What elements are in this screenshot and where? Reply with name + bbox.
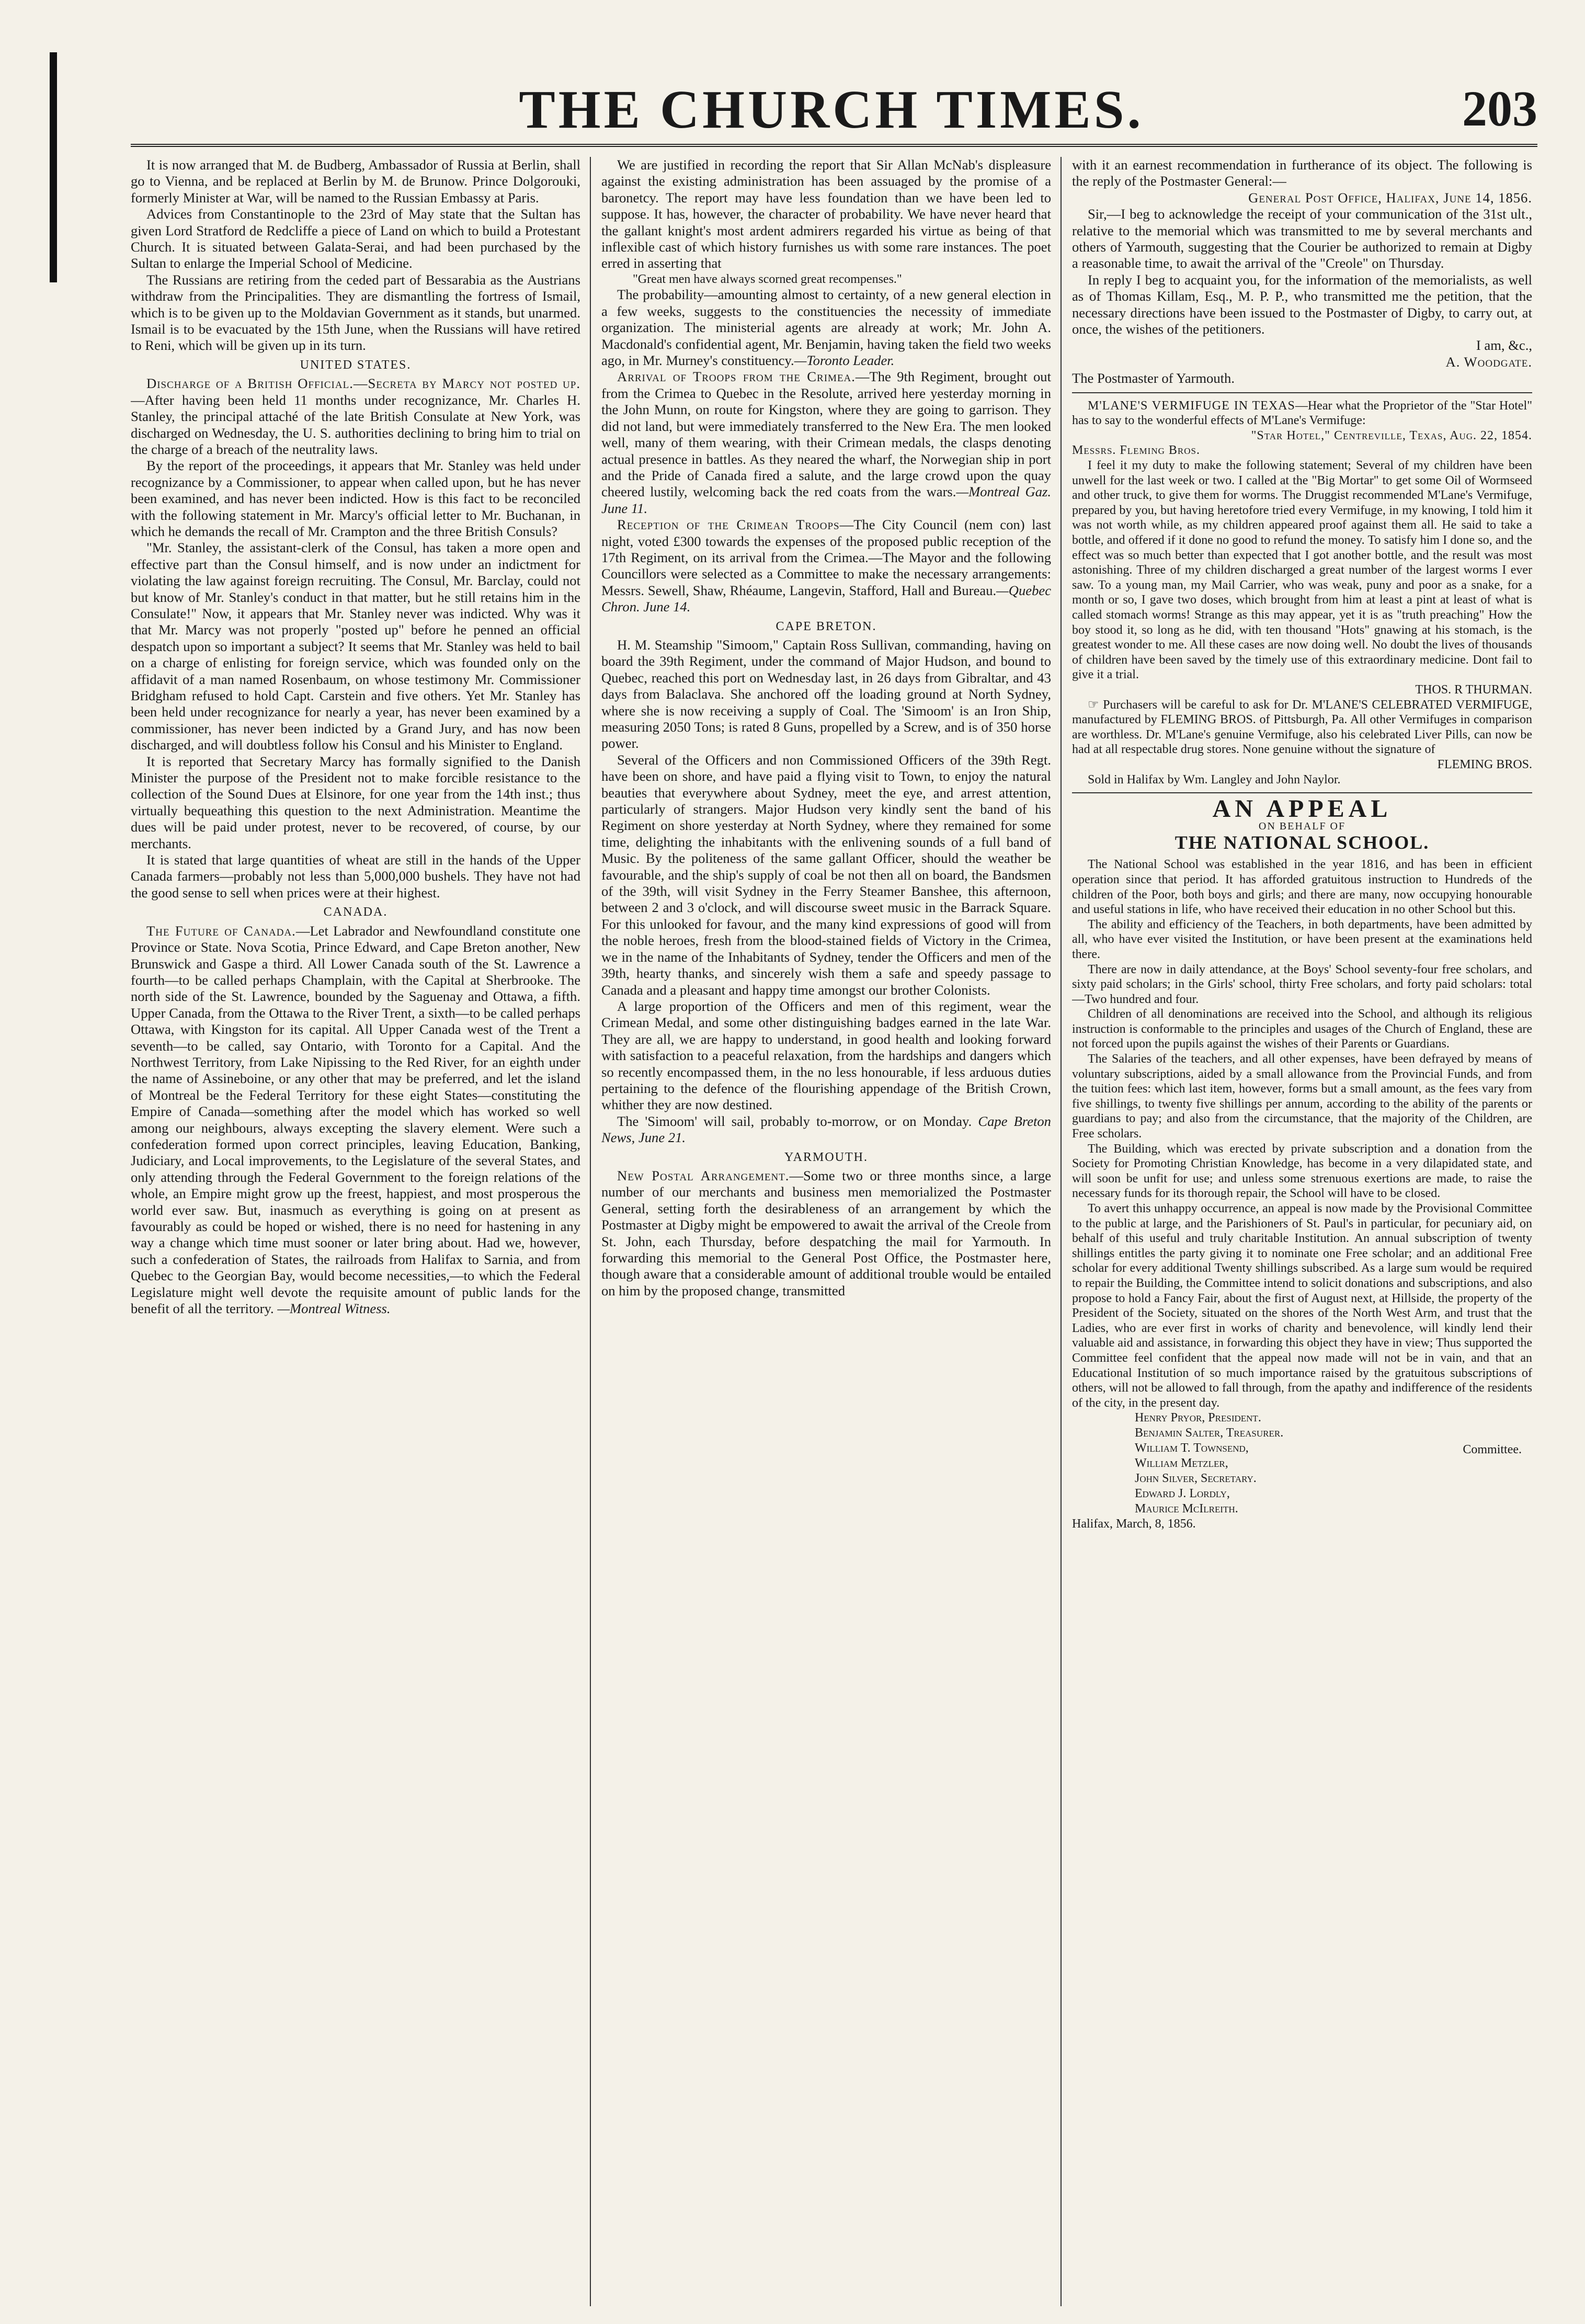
- appeal-title: AN APPEAL: [1212, 795, 1392, 823]
- pointing-hand-icon: ☞: [1088, 698, 1099, 712]
- article-paragraph: "Mr. Stanley, the assistant-clerk of the Consul, has taken a more open and effective part than the Consul himself, and is now under an indictment for violating the law against foreign recruiting. The Consul, Mr. Barclay, could not but know of Mr. Stanley's conduct in that matter, but he still retains him in the Consulate!" Now, it appears that Mr. Stanley never was indicted. Why was it that Mr. Marcy was not properly "posted up" before he penned an official despatch upon so important a subject? It seems that Mr. Stanley was held to bail on a charge of enlisting for foreign service, which was founded only on the affidavit of a man named Rosenbaum, on whose testimony Mr. Commissioner Bridgham refused to hold Capt. Carstein and five others. Yet Mr. Stanley has been held under recognizance for nearly a year, has never been examined by a commissioner, has never been indicted by a Grand Jury, and has now been discharged, and will doubtless follow his Consul and his Minister to England.: [131, 540, 580, 753]
- committee-member: William T. Townsend,: [1135, 1441, 1249, 1455]
- article-paragraph: It is now arranged that M. de Budberg, Ambassador of Russia at Berlin, shall go to Vienna, and be replaced at Berlin by M. de Brunow. Prince Dolgorouki, formerly Minister at War, will be named to the Russian Embassy at Paris.: [131, 157, 580, 206]
- section-heading-canada: CANADA.: [323, 905, 388, 919]
- article-lead: Discharge of a British Official.—Secreta by Marcy not posted up.: [146, 375, 580, 392]
- appeal-subtitle: ON BEHALF OF: [1258, 820, 1346, 832]
- advert-paragraph: [1072, 398, 1532, 428]
- advert-salutation: Messrs. Fleming Bros.: [1072, 443, 1200, 458]
- article-paragraph: The Russians are retiring from the ceded part of Bessarabia as the Austrians withdraw from the Principalities. They are dismantling the fortress of Ismail, which is to be given up to the Moldavian Government as it stands, but unarmed. Ismail is to be evacuated by the 15th June, when the Russians will have retired to Reni, which will be given up in its turn.: [131, 271, 580, 354]
- appeal-date: Halifax, March, 8, 1856.: [1072, 1517, 1196, 1531]
- article-paragraph: [131, 375, 580, 458]
- letter-signature: A. Woodgate.: [1445, 354, 1532, 370]
- committee-list: [1072, 1410, 1532, 1517]
- committee-member: Edward J. Lordly,: [1135, 1487, 1230, 1501]
- column-3: [1072, 157, 1532, 2306]
- letter-closing: I am, &c.,: [1476, 337, 1532, 354]
- advert-body: I feel it my duty to make the following statement; Several of my children have been unwell for the last week or two. I called at the "Big Mortar" to get some Oil of Wormseed and other truck, to give them for worms. The Druggist recommended M'Lane's Vermifuge, prepared by you, but having heretofore tried every Vermifuge, in my knowing, I told him it was not worth while, as my children appeared proof against them all. He said to take a bottle, and offered if it done no good to refund the money. To satisfy him I done so, and the effect was so much better than expected that I got another bottle, and the result was most astonishing. Three of my children discharged a great number of the largest worms I ever saw. To a young man, my Mail Carrier, who was weak, puny and poor as a snake, for a month or so, I gave two doses, which brought from him at least a pint at least of what is called stomach worms! Strange as this may appear, yet it is as "truth preaching" How the boy stood it, so long as he did, with ten thousand "Hots" gnawing at his stomach, is the greatest wonder to me. All these cases are now doing well. No doubt the lives of thousands of children have been saved by the timely use of this extraordinary medicine. Dont fail to give it a trial.: [1072, 459, 1532, 682]
- section-heading-cape-breton: CAPE BRETON.: [776, 619, 877, 633]
- article-paragraph: [601, 369, 1051, 517]
- appeal-paragraph: Children of all denominations are received into the School, and although its religious instruction is conformable to the principles and usages of the Church of England, these are not forced upon the pupils against the wishes of their Parents or Guardians.: [1072, 1007, 1532, 1051]
- letter-paragraph: Sir,—I beg to acknowledge the receipt of your communication of the 31st ult., relative to the memorial which was transmitted to me by several merchants and others of Yarmouth, suggesting that the Courier be authorized to remain at Digby a reasonable time, to await the arrival of the "Creole" on Thursday.: [1072, 206, 1532, 271]
- article-source: —Montreal Gaz. June 11.: [601, 484, 1051, 516]
- article-paragraph: [601, 517, 1051, 615]
- article-paragraph: Several of the Officers and non Commissioned Officers of the 39th Regt. have been on shore, and have paid a flying visit to Town, to enjoy the natural beauties that everywhere about Sydney, meet the eye, and arrest attention, particularly of strangers. Major Hudson very kindly sent the band of his Regiment on shore yesterday at North Sydney, where they remained for some time, delighting the inhabitants with the enlivening sounds of a full band of Music. By the politeness of the same gallant Officer, should the weather be favourable, and the ship's supply of coal be not then all on board, the Bandsmen of the 39th, will visit Sydney in the Ferry Steamer Banshee, this afternoon, between 2 and 3 o'clock, and will discourse sweet music in the Barrack Square. For this unlooked for favour, and the many kind expressions of good will from the noble heroes, fresh from the blood-stained fields of Victory in the Crimea, we in the name of the Inhabitants of Sydney, tender the Officers and men of the 39th, hearty thanks, and sincerely wish them a safe and speedy passage to Canada and a pleasant and happy time amongst our brother Colonists.: [601, 751, 1051, 998]
- letter-heading: General Post Office, Halifax, June 14, 1856.: [1248, 189, 1532, 206]
- article-text: —After having been held 11 months under recognizance, Mr. Charles H. Stanley, the principal attaché of the late British Consulate at New York, was discharged on Wednesday, the U. S. authorities declining to bring him to trial on the charge of a breach of the neutrality laws.: [131, 392, 580, 457]
- article-lead: New Postal Arrangement.: [617, 1167, 790, 1183]
- page-header: [120, 68, 1543, 152]
- article-source: —Montreal Witness.: [277, 1301, 391, 1317]
- masthead: THE CHURCH TIMES.: [519, 79, 1144, 140]
- advert-seller: Sold in Halifax by Wm. Langley and John Naylor.: [1088, 772, 1341, 787]
- header-rule: [131, 144, 1537, 147]
- article-paragraph: By the report of the proceedings, it appears that Mr. Stanley was held under recognizance by a Commissioner, to appear when called upon, but he has never been examined, and has never been indicted. How is this fact to be reconciled with the following statement in Mr. Marcy's official letter to Mr. Buchanan, in which he demands the recall of Mr. Crampton and the three British Consuls?: [131, 458, 580, 539]
- column-divider: [1061, 157, 1062, 2306]
- committee-member: John Silver, Secretary.: [1135, 1472, 1257, 1486]
- appeal-school: THE NATIONAL SCHOOL.: [1175, 831, 1430, 853]
- article-paragraph: [131, 923, 580, 1317]
- article-source: Cape Breton News, June 21.: [601, 1113, 1051, 1146]
- letter-recipient: The Postmaster of Yarmouth.: [1072, 370, 1235, 386]
- advert-notice-text: Purchasers will be careful to ask for Dr. M'LANE'S CELEBRATED VERMIFUGE, manufactured by FLEMING BROS. of Pittsburgh, Pa. All other Vermifuges in comparison are worthless. Dr. M'Lane's genuine Vermifuge, also his celebrated Liver Pills, can now be had at all respectable drug stores. None genuine without the signature of: [1072, 698, 1532, 757]
- column-1: [131, 157, 580, 2306]
- article-paragraph: We are justified in recording the report that Sir Allan McNab's displeasure against the existing administration has been assuaged by the promise of a baronetcy. The report may have less foundation than we have been led to suppose. It has, however, the character of probability. We have never heard that the gallant knight's most ardent admirers regarded his virtue as being of that inflexible cast of which history furnishes us with some rare instances. The poet erred in asserting that: [601, 157, 1051, 271]
- advert-notice: [1072, 698, 1532, 757]
- committee-member: William Metzler,: [1135, 1456, 1228, 1471]
- advert-dateline: "Star Hotel," Centreville, Texas, Aug. 22, 1854.: [1251, 428, 1532, 442]
- article-text: —The City Council (nem con) last night, voted £300 towards the expenses of the proposed public reception of the 17th Regiment, on its arrival from the Crimea.—The Mayor and the following Councillors were selected as a Committee to make the necessary arrangements: Messrs. Sewell, Shaw, Rhéaume, Langevin, Stafford, Hall and Bureau.: [601, 517, 1051, 598]
- article-text: —The 9th Regiment, brought out from the Crimea to Quebec in the Resolute, arrived here yesterday morning in the John Munn, on route for Kingston, where they are going to garrison. They did not land, but were immediately transferred to the New Era. The men looked well, many of them wearing, with their Crimean medals, the clasps denoting actual presence in battles. As they neared the wharf, the Norwegian ship in port and the Pride of Canada fired a salute, and the large crowd upon the quay cheered lustily, welcoming back the red coats from the wars.: [601, 369, 1051, 500]
- article-paragraph: Advices from Constantinople to the 23rd of May state that the Sultan has given Lord Stratford de Redcliffe a piece of Land on which to build a Protestant Church. It is situated between Galata-Serai, and had been purchased by the Sultan to enlarge the Imperial School of Medicine.: [131, 206, 580, 271]
- column-divider: [590, 157, 591, 2306]
- page-number: 203: [1462, 81, 1537, 136]
- article-paragraph: [601, 1113, 1051, 1146]
- article-lead: Arrival of Troops from the Crimea.: [617, 369, 856, 385]
- article-paragraph: with it an earnest recommendation in furtherance of its object. The following is the reply of the Postmaster General:—: [1072, 157, 1532, 189]
- section-heading-yarmouth: YARMOUTH.: [784, 1150, 868, 1164]
- appeal-paragraph: The Salaries of the teachers, and all other expenses, have been defrayed by means of voluntary subscriptions, aided by a small allowance from the Provincial Funds, and from the tuition fees: which last item, however, forms but a small amount, as the fees vary from five shillings, to twenty five shillings per annum, according to the ability of the parents or guardians to pay; and also from the circumstance, that the majority of the Children, are Free scholars.: [1072, 1052, 1532, 1141]
- article-lead: Reception of the Crimean Troops: [617, 517, 840, 533]
- section-rule: [1072, 392, 1532, 393]
- appeal-paragraph: The National School was established in the year 1816, and has been in efficient operation since that period. It has afforded gratuitous instruction to Hundreds of the children of the Poor, both boys and girls; and there are many, now occupying honourable and useful stations in life, who have received their education in no other School but this.: [1072, 858, 1532, 917]
- article-source: —Toronto Leader.: [794, 352, 895, 369]
- column-2: [601, 157, 1051, 2306]
- section-heading-united-states: UNITED STATES.: [300, 358, 412, 372]
- article-text: The 'Simoom' will sail, probably to-morrow, or on Monday.: [617, 1113, 972, 1129]
- article-paragraph: [601, 287, 1051, 369]
- committee-member: Benjamin Salter, Treasurer.: [1135, 1426, 1284, 1440]
- appeal-paragraph: The ability and efficiency of the Teachers, in both departments, have been admitted by all, who have ever visited the Institution, or have been present at the examinations held there.: [1072, 917, 1532, 961]
- advert-title: M'LANE'S VERMIFUGE IN TEXAS: [1088, 398, 1295, 413]
- article-text: —Let Labrador and Newfoundland constitute one Province or State. Nova Scotia, Prince Edward, and Cape Breton another, New Brunswick and Gaspe a third. All Lower Canada south of the St. Lawrence a fourth—to be called perhaps Champlain, with the Capital at Sherbrooke. The north side of the St. Lawrence, bounded by the Saguenay and Ottawa, a fifth. Upper Canada, from the Ottawa to the River Trent, a sixth—to be called perhaps Ottawa, with Kingston for its capital. All Upper Canada west of the Trent a seventh—to be called, say Ontario, with Toronto for a Capital. And the Northwest Territory, from Lake Nipissing to the Red River, for an eighth under the name of Assineboine, or any other that may be preferred, and let the island of Montreal be the Federal Territory for these eight States—constituting the Empire of Canada—something after the model which has worked so well among our neighbours, always excepting the slavery element. Were such a confederation formed upon correct principles, leaving Education, Banking, Judiciary, and Local improvements, to the Legislature of the several States, and only attending through the Federal Government to the foreign relations of the whole, an Empire might grow up the freest, happiest, and most prosperous the world ever saw. But, inasmuch as everything is going on at present as favourably as could be hoped or wished, there is no need for hastening in any way a change which time must sooner or later bring about. Had we, however, such a confederation of States, the railroads from Halifax to Sarnia, and from Quebec to the Georgian Bay, would become necessities,—to which the Federal Legislature might well devote the requisite amount of public lands for the benefit of all the territory.: [131, 922, 580, 1317]
- article-paragraph: It is reported that Secretary Marcy has formally signified to the Danish Minister the purpose of the President not to make forcible resistance to the collection of the Sound Dues at Elsinore, for one year from the 14th inst.; thus virtually bequeathing this question to the next Administration. Meantime the dues will be paid under protest, never to be recovered, of course, by our merchants.: [131, 753, 580, 851]
- article-text: The probability—amounting almost to certainty, of a new general election in a few weeks, suggests to the constituencies the necessity of immediate organization. The ministerial agents are already at work; Mr. John A. Macdonald's confidential agent, Mr. Benjamin, having taken the field two weeks ago, in Mr. Murney's constituency.: [601, 287, 1051, 369]
- appeal-paragraph: The Building, which was erected by private subscription and a donation from the Society for Promoting Christian Knowledge, has become in a very dilapidated state, and will soon be unfit for use; and unless some strenuous exertions are made, to raise the necessary funds for its thorough repair, the School will have to be closed.: [1072, 1142, 1532, 1201]
- committee-label: Committee.: [1463, 1443, 1522, 1457]
- quotation: "Great men have always scorned great recompenses.": [633, 272, 902, 286]
- article-source: —Quebec Chron. June 14.: [601, 582, 1051, 615]
- margin-bar: [50, 52, 57, 282]
- committee-member: Henry Pryor, President.: [1135, 1411, 1261, 1425]
- article-paragraph: A large proportion of the Officers and men of this regiment, wear the Crimean Medal, and some other distinguishing badges earned in the late War. They are all, we are happy to understand, in good health and looking forward with satisfaction to a peaceful relaxation, from the hardships and dangers which so recently encompassed them, in the no less honourable, if less arduous duties pertaining to the defence of the flourishing appendage of the British Crown, whither they are now destined.: [601, 998, 1051, 1113]
- advert-maker: FLEMING BROS.: [1437, 757, 1532, 771]
- section-rule: [1072, 792, 1532, 793]
- article-paragraph: It is stated that large quantities of wheat are still in the hands of the Upper Canada farmers—probably not less than 5,000,000 bushels. They have not had the good sense to sell when prices were at their highest.: [131, 852, 580, 901]
- article-lead: The Future of Canada.: [146, 922, 296, 939]
- committee-member: Maurice McIlreith.: [1135, 1502, 1238, 1516]
- advert-signature: THOS. R THURMAN.: [1415, 682, 1532, 697]
- article-paragraph: H. M. Steamship "Simoom," Captain Ross Sullivan, commanding, having on board the 39th Regiment, under the command of Major Hudson, and bound to Quebec, reached this port on Wednesday last, in 26 days from Gibraltar, and 43 days from Balaclava. She anchored off the loading ground at North Sydney, where she is now receiving a supply of Coal. The 'Simoom' is an Iron Ship, measuring 2050 Tons; is rated 8 Guns, propelled by a Screw, and is of 350 horse power.: [601, 636, 1051, 751]
- appeal-paragraph: To avert this unhappy occurrence, an appeal is now made by the Provisional Committee to the public at large, and the Parishioners of St. Paul's in particular, for pecuniary aid, on behalf of this useful and truly charitable Institution. An annual subscription of twenty shillings entitles the party giving it to nominate one Free scholar; and an additional Free scholar for every additional Twenty shillings subscribed. As a large sum would be required to repair the Building, the Committee intend to solicit donations and subscriptions, and also propose to hold a Fancy Fair, about the first of August next, at Hillside, the property of the President of the Society, situated on the shores of the North West Arm, and trust that the Ladies, who are ever first in works of charity and benevolence, will kindly lend their valuable aid and assistance, in forwarding this object they have in view; Thus supported the Committee feel confident that the appeal now made will not be in vain, and that an Educational Institution of so much importance raised by the gratuitous subscriptions of others, will not be allowed to fall through, from the apathy and indifference of the residents of the city, in the present day.: [1072, 1202, 1532, 1410]
- article-paragraph: [601, 1168, 1051, 1299]
- article-text: —Some two or three months since, a large number of our merchants and business men memorialized the Postmaster General, setting forth the desirableness of an arrangement by which the Postmaster at Digby might be empowered to await the arrival of the Creole from St. John, each Thursday, before despatching the mail for Yarmouth. In forwarding this memorial to the General Post Office, the Postmaster here, though aware that a considerable amount of additional trouble would be entailed on him by the proposed change, transmitted: [601, 1167, 1051, 1298]
- advert-intro: —Hear what the Proprietor of the "Star Hotel" has to say to the wonderful effects of M'Lane's Vermifuge:: [1072, 398, 1532, 428]
- letter-paragraph: In reply I beg to acquaint you, for the information of the memorialists, as well as of Thomas Killam, Esq., M. P. P., who transmitted me the petition, that the necessary directions have been issued to the Postmaster of Digby, to carry out, at once, the wishes of the petitioners.: [1072, 271, 1532, 337]
- appeal-paragraph: There are now in daily attendance, at the Boys' School seventy-four free scholars, and sixty paid scholars; in the Girls' school, thirty Free scholars, and forty paid scholars: total—Two hundred and four.: [1072, 962, 1532, 1006]
